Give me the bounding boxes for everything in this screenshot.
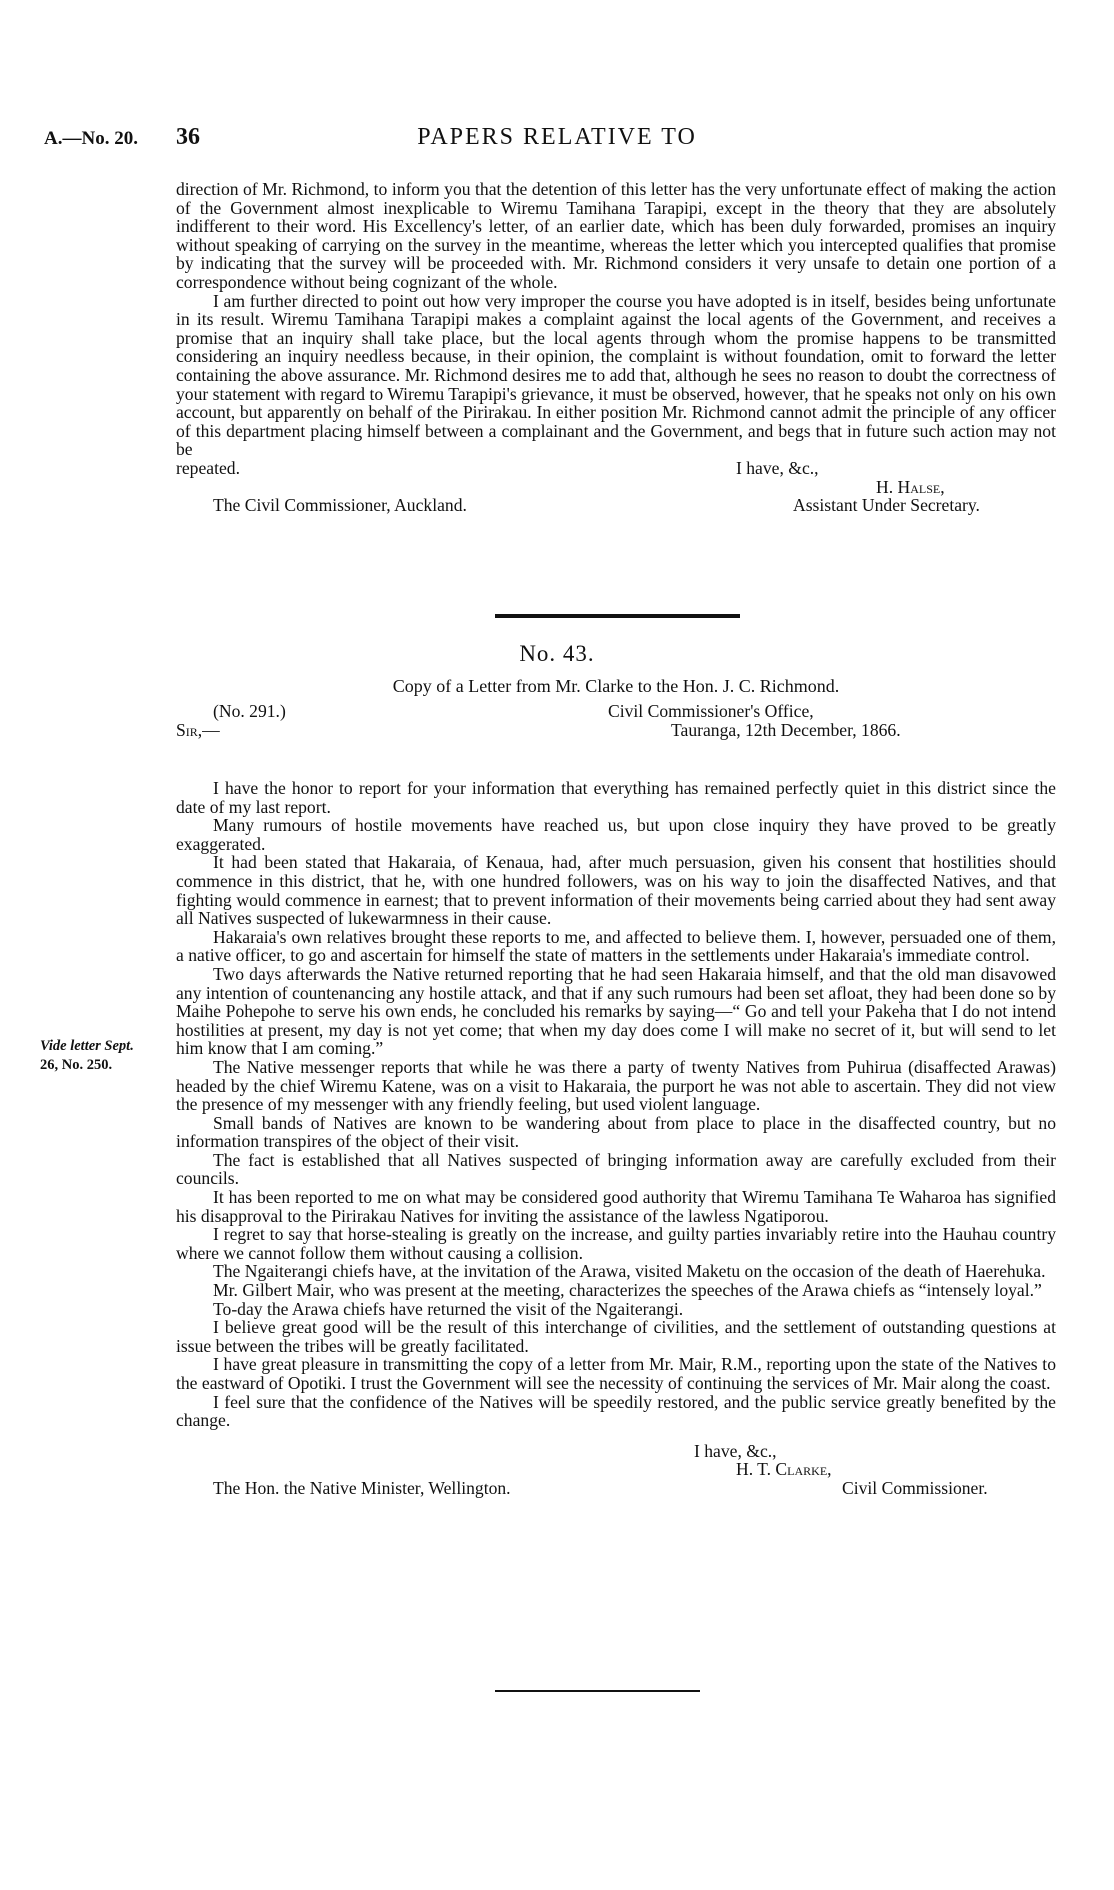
page-number: 36 bbox=[176, 124, 200, 150]
letter-meta bbox=[176, 702, 1056, 740]
signature-row bbox=[176, 1460, 1056, 1479]
closing-row bbox=[176, 459, 1056, 478]
signer-name: H. T. Clarke, bbox=[736, 1459, 832, 1480]
margin-note bbox=[40, 1037, 180, 1075]
letter-number: No. 43. bbox=[519, 641, 595, 666]
page-title: PAPERS RELATIVE TO bbox=[417, 124, 697, 150]
end-divider bbox=[495, 1690, 700, 1692]
signer-name: H. Halse, bbox=[876, 476, 945, 497]
page-header bbox=[0, 124, 1114, 154]
place-date: Tauranga, 12th December, 1866. bbox=[671, 720, 901, 740]
letter-42-body bbox=[176, 180, 1056, 515]
paragraph: The Ngaiterangi chiefs have, at the invitation of the Arawa, visited Maketu on the occasion of the death of Haerehuka. bbox=[213, 1261, 1046, 1282]
paragraph: Two days afterwards the Native returned reporting that he had seen Hakaraia himself, and that the old man disavowed any intention of countenancing any hostile attack, and that if any such rumours had been set afloat, they had been done so by Maihe Pohepohe to serve his own ends, he concluded his remarks by saying—“ Go and tell your Pakeha that I do not intend hostilities at present, my day is not yet come; that when my day does come I will make no secret of it, but will send to let him know that I am coming.” bbox=[176, 963, 1056, 1059]
letter-ref: (No. 291.) bbox=[213, 701, 286, 721]
paragraph: It had been stated that Hakaraia, of Kenaua, had, after much persuasion, given his consent that hostilities should commence in this district, that he, with one hundred followers, was on his way to join the disaffected Natives, and that fighting would commence in earnest; that to prevent information of their movements being carried about they had sent away all Natives suspected of lukewarmness in their cause. bbox=[176, 852, 1056, 929]
addressee-row bbox=[176, 1479, 1056, 1498]
meta-row bbox=[176, 721, 1056, 740]
addressee: The Hon. the Native Minister, Wellington. bbox=[213, 1477, 511, 1498]
meta-row bbox=[176, 702, 1056, 721]
closing: I have, &c., bbox=[736, 457, 819, 478]
paragraph: Mr. Gilbert Mair, who was present at the meeting, characterizes the speeches of the Arawa chiefs as “intensely loyal.” bbox=[213, 1280, 1042, 1301]
closing-row bbox=[176, 1442, 1056, 1461]
addressee-row bbox=[176, 496, 1056, 515]
margin-note-line: Vide letter Sept. bbox=[40, 1038, 134, 1054]
paragraph: It has been reported to me on what may be considered good authority that Wiremu Tamihana Te Waharoa has signified his disapproval to the Pirirakau Natives for inviting the assistance of the lawless Ngatiporou. bbox=[176, 1187, 1056, 1226]
addressee: The Civil Commissioner, Auckland. bbox=[213, 495, 467, 516]
margin-note-line: 26, No. 250. bbox=[40, 1057, 113, 1073]
paragraph: I have the honor to report for your information that everything has remained perfectly quiet in this district since the date of my last report. bbox=[176, 778, 1056, 817]
letter-heading: Copy of a Letter from Mr. Clarke to the Hon. J. C. Richmond. bbox=[392, 676, 840, 696]
paragraph: Hakaraia's own relatives brought these reports to me, and affected to believe them. I, however, persuaded one of them, a native officer, to go and ascertain for himself the state of matters in the settlements under Hakaraia's immediate control. bbox=[176, 926, 1056, 966]
paragraph: The Native messenger reports that while he was there a party of twenty Natives from Puhirua (disaffected Arawas) headed by the chief Wiremu Katene, was on a visit to Hakaraia, the purport he was not able to ascertain. They did not view the presence of my messenger with any friendly feeling, but used violent language. bbox=[176, 1056, 1056, 1115]
paragraph: I believe great good will be the result of this interchange of civilities, and the settlement of outstanding questions at issue between the tribes will be greatly facilitated. bbox=[176, 1317, 1056, 1356]
signer-title: Assistant Under Secretary. bbox=[793, 495, 980, 516]
paragraph: Small bands of Natives are known to be wandering about from place to place in the disaffected country, but no information transpires of the object of their visit. bbox=[176, 1112, 1056, 1152]
signature-row bbox=[176, 478, 1056, 497]
paragraph: The fact is established that all Natives suspected of bringing information away are carefully excluded from their councils. bbox=[176, 1149, 1056, 1189]
closing: I have, &c., bbox=[694, 1440, 777, 1461]
office: Civil Commissioner's Office, bbox=[608, 701, 814, 721]
section-divider bbox=[495, 614, 740, 618]
document-reference: A.—No. 20. bbox=[44, 128, 138, 149]
signer-title: Civil Commissioner. bbox=[842, 1477, 988, 1498]
letter-43-body bbox=[176, 779, 1056, 1498]
paragraph: direction of Mr. Richmond, to inform you that the detention of this letter has the very unfortunate effect of making the action of the Government almost inexplicable to Wiremu Tamihana Tarapipi, except in the theory that they are absolutely indifferent to their word. His Excellency's letter, of an earlier date, which has been duly forwarded, promises an inquiry without speaking of carrying on the survey in the meantime, whereas the letter which you intercepted qualifies that promise by indicating that the survey will be proceeded with. Mr. Richmond considers it very unsafe to detain one portion of a correspondence without being cognizant of the whole. bbox=[176, 179, 1056, 292]
salutation: Sir,— bbox=[176, 720, 220, 740]
last-line: repeated. bbox=[176, 457, 240, 478]
paragraph: I regret to say that horse-stealing is greatly on the increase, and guilty parties invariably retire into the Hauhau country where we cannot follow them without causing a collision. bbox=[176, 1224, 1056, 1263]
paragraph: To-day the Arawa chiefs have returned the visit of the Ngaiterangi. bbox=[213, 1298, 684, 1319]
paragraph: I have great pleasure in transmitting the copy of a letter from Mr. Mair, R.M., reporting upon the state of the Natives to the eastward of Opotiki. I trust the Government will see the necessity of continuing the services of Mr. Mair along the coast. bbox=[176, 1354, 1056, 1393]
paragraph: I feel sure that the confidence of the Natives will be speedily restored, and the public service greatly benefited by the change. bbox=[176, 1391, 1056, 1431]
paragraph: I am further directed to point out how very improper the course you have adopted is in itself, besides being unfortunate in its result. Wiremu Tamihana Tarapipi makes a complaint against the local agents of the Government, and receives a promise that an inquiry shall take place, but the local agents through whom the promise happens to be transmitted considering an inquiry needless because, in their opinion, the complaint is without foundation, omit to forward the letter containing the above assurance. Mr. Richmond desires me to add that, although he sees no reason to doubt the correctness of your statement with regard to Wiremu Tarapipi's grievance, it must be observed, however, that he speaks not only on his own account, but apparently on behalf of the Pirirakau. In either position Mr. Richmond cannot admit the principle of any officer of this department placing himself between a complainant and the Government, and begs that in future such action may not be bbox=[176, 290, 1056, 460]
paragraph: Many rumours of hostile movements have reached us, but upon close inquiry they have proved to be greatly exaggerated. bbox=[176, 815, 1056, 854]
